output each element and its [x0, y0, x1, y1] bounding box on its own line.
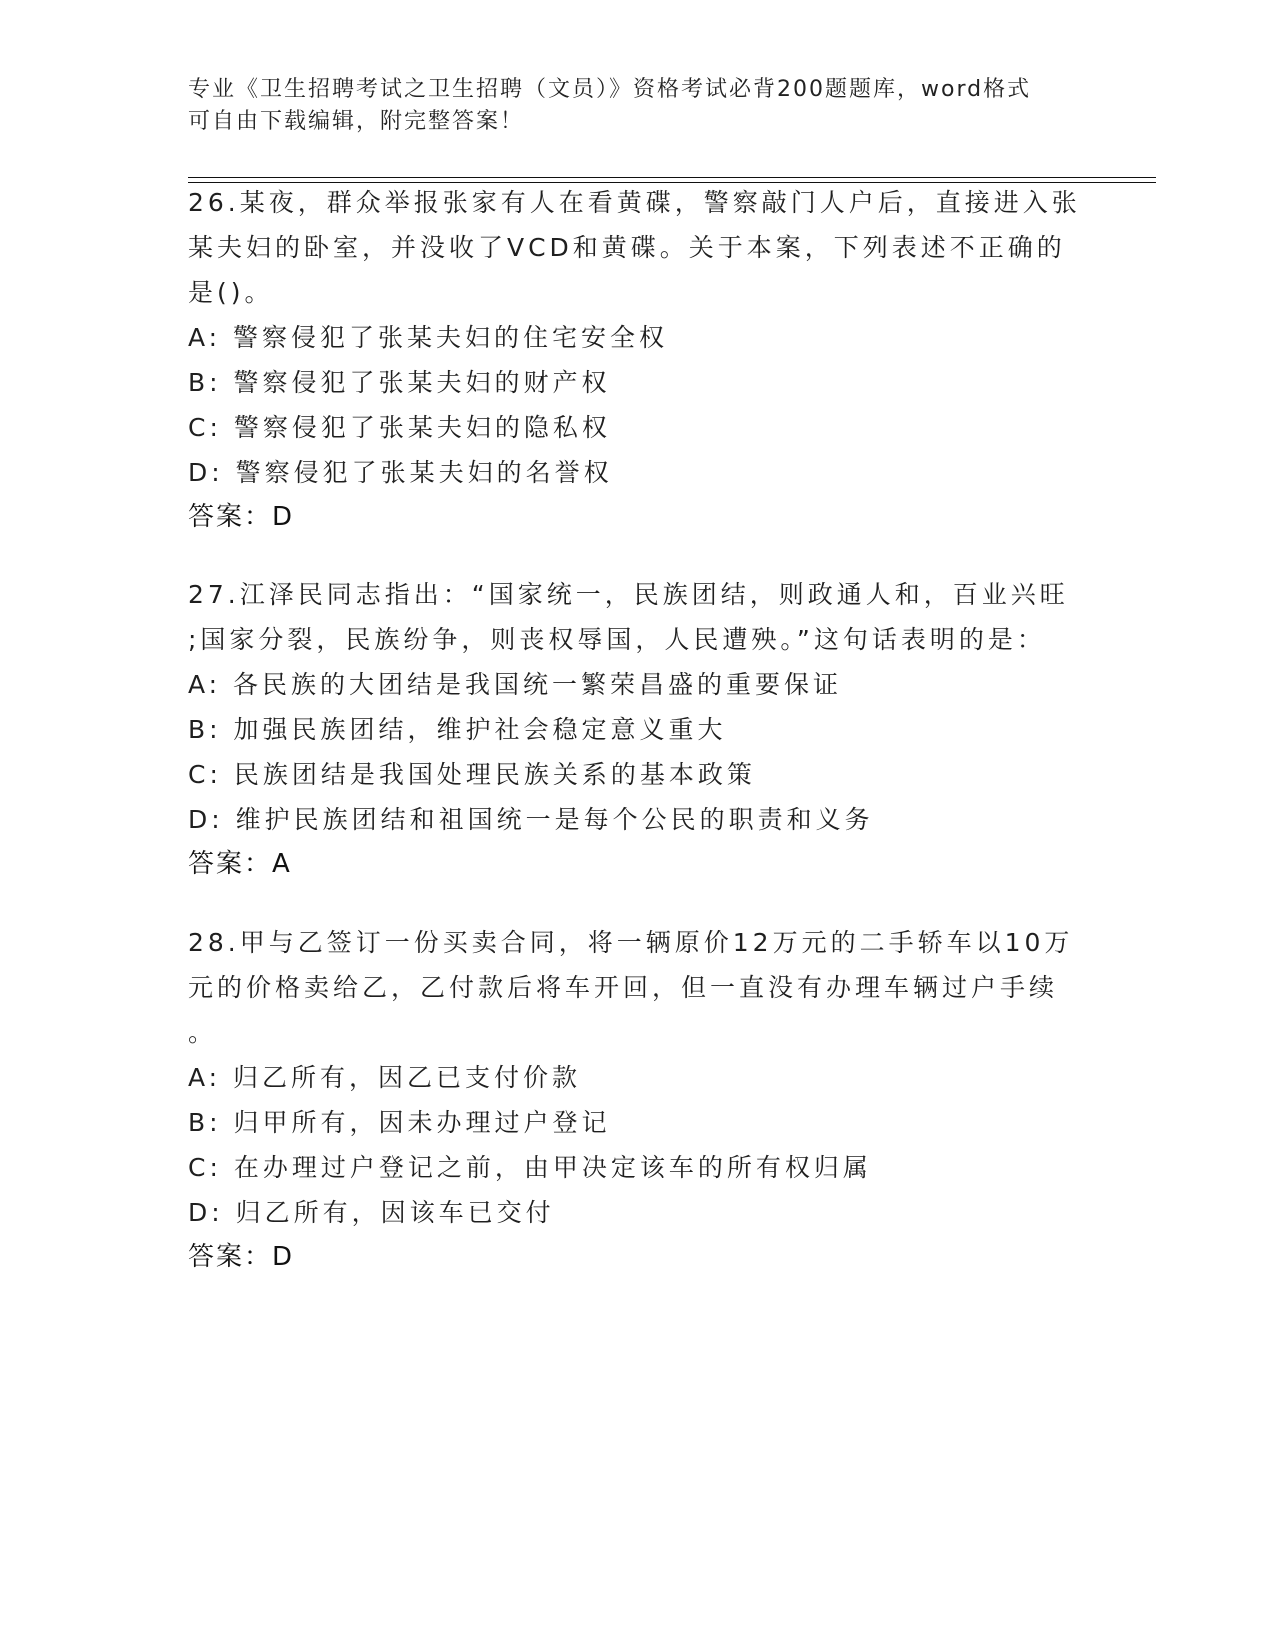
option-b: B: 归甲所有，因未办理过户登记	[188, 1108, 611, 1137]
question-stem-line: 28.甲与乙签订一份买卖合同，将一辆原价12万元的二手轿车以10万	[188, 928, 1074, 957]
question-stem-line: 某夫妇的卧室，并没收了VCD和黄碟。关于本案，下列表述不正确的	[188, 233, 1066, 262]
question-stem-line: 。	[188, 1018, 218, 1047]
answer-line	[188, 842, 1108, 887]
question-stem-line: ;国家分裂，民族纷争，则丧权辱国，人民遭殃。”这句话表明的是：	[188, 625, 1046, 654]
answer-label: 答案：	[188, 502, 273, 532]
question-26	[188, 180, 1108, 540]
question-28	[188, 920, 1108, 1280]
answer-value: A	[272, 849, 291, 879]
answer-line	[188, 1235, 1108, 1280]
option-c: C: 在办理过户登记之前，由甲决定该车的所有权归属	[188, 1153, 872, 1182]
option-d: D: 维护民族团结和祖国统一是每个公民的职责和义务	[188, 805, 874, 834]
answer-line	[188, 495, 1108, 540]
answer-label: 答案：	[188, 849, 273, 879]
option-a: A: 各民族的大团结是我国统一繁荣昌盛的重要保证	[188, 670, 843, 699]
question-stem-line: 27.江泽民同志指出：“国家统一，民族团结，则政通人和，百业兴旺	[188, 580, 1069, 609]
header-line-1: 专业《卫生招聘考试之卫生招聘（文员）》资格考试必背200题题库，word格式	[188, 77, 1032, 102]
option-a: A: 警察侵犯了张某夫妇的住宅安全权	[188, 323, 669, 352]
document-header	[188, 74, 1088, 138]
option-c: C: 民族团结是我国处理民族关系的基本政策	[188, 760, 756, 789]
option-b: B: 警察侵犯了张某夫妇的财产权	[188, 368, 611, 397]
option-d: D: 警察侵犯了张某夫妇的名誉权	[188, 458, 613, 487]
question-stem-line: 26.某夜，群众举报张家有人在看黄碟，警察敲门人户后，直接进入张	[188, 188, 1081, 217]
answer-value: D	[272, 1242, 294, 1272]
question-27	[188, 572, 1108, 887]
question-stem-line: 元的价格卖给乙，乙付款后将车开回，但一直没有办理车辆过户手续	[188, 973, 1059, 1002]
option-c: C: 警察侵犯了张某夫妇的隐私权	[188, 413, 611, 442]
question-stem-line: 是()。	[188, 278, 274, 307]
option-d: D: 归乙所有，因该车已交付	[188, 1198, 555, 1227]
option-a: A: 归乙所有，因乙已支付价款	[188, 1063, 582, 1092]
option-b: B: 加强民族团结，维护社会稳定意义重大	[188, 715, 727, 744]
answer-value: D	[272, 502, 294, 532]
header-line-2: 可自由下载编辑，附完整答案！	[188, 109, 525, 134]
answer-label: 答案：	[188, 1242, 273, 1272]
